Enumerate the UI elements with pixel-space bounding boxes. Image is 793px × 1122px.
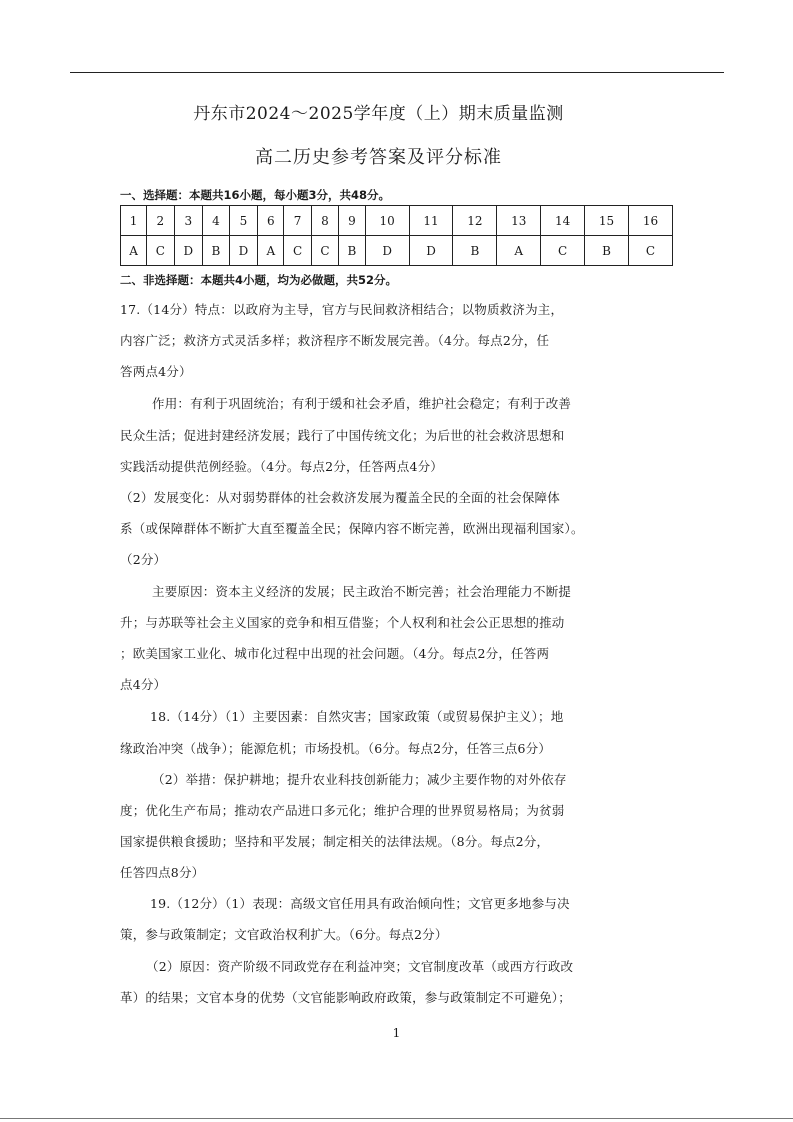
document-title: 丹东市2024～2025学年度（上）期末质量监测 — [193, 104, 564, 124]
answer-cell: A — [497, 236, 541, 266]
question-number: 2 — [147, 206, 174, 236]
answer-line: 点4分） — [120, 677, 167, 692]
question-number: 10 — [365, 206, 409, 236]
answer-line: 19.（12分）（1）表现：高级文官任用具有政治倾向性；文官更多地参与决 — [150, 896, 570, 911]
answer-cell: D — [365, 236, 409, 266]
question-number: 5 — [229, 206, 258, 236]
question-number: 4 — [203, 206, 229, 236]
answer-line: 国家提供粮食援助；坚持和平发展；制定相关的法律法规。（8分。每点2分， — [120, 834, 550, 849]
answer-cell: B — [585, 236, 629, 266]
answer-line: 升；与苏联等社会主义国家的竞争和相互借鉴；个人权利和社会公正思想的推动 — [120, 615, 565, 630]
question-number: 9 — [339, 206, 365, 236]
answer-line: 作用：有利于巩固统治；有利于缓和社会矛盾，维护社会稳定；有利于改善 — [152, 396, 572, 411]
question-number: 1 — [121, 206, 147, 236]
answer-cell: B — [453, 236, 497, 266]
answer-cell: D — [229, 236, 258, 266]
question-number: 14 — [541, 206, 585, 236]
answer-cell: C — [541, 236, 585, 266]
answer-line: 缘政治冲突（战争）；能源危机；市场投机。（6分。每点2分，任答三点6分） — [120, 741, 552, 756]
answer-line: 度；优化生产布局；推动农产品进口多元化；维护合理的世界贸易格局；为贫弱 — [120, 803, 565, 818]
answer-line: 实践活动提供范例经验。（4分。每点2分，任答两点4分） — [120, 459, 444, 474]
top-rule — [70, 72, 724, 73]
answer-line: 内容广泛；救济方式灵活多样；救济程序不断发展完善。（4分。每点2分，任 — [120, 333, 550, 348]
answer-line: （2）原因：资产阶级不同政党存在利益冲突；文官制度改革（或西方行政改 — [146, 959, 574, 974]
answer-line: 系（或保障群体不断扩大直至覆盖全民；保障内容不断完善，欧洲出现福利国家）。 — [120, 521, 584, 536]
answer-line: 策，参与政策制定；文官政治权利扩大。（6分。每点2分） — [120, 927, 448, 942]
answer-line: （2分） — [120, 552, 167, 567]
document-subtitle: 高二历史参考答案及评分标准 — [255, 147, 502, 168]
answer-cell: C — [628, 236, 672, 266]
answer-cell: A — [121, 236, 147, 266]
question-number-row — [121, 206, 673, 236]
section-heading-nonchoice: 二、非选择题：本题共4小题，均为必做题，共52分。 — [120, 273, 398, 287]
answer-cell: B — [339, 236, 365, 266]
answer-line: 主要原因：资本主义经济的发展；民主政治不断完善；社会治理能力不断提 — [152, 584, 572, 599]
question-number: 15 — [585, 206, 629, 236]
answer-cell: D — [174, 236, 203, 266]
question-number: 8 — [311, 206, 338, 236]
answer-table — [120, 205, 673, 266]
question-number: 11 — [409, 206, 453, 236]
answer-cell: C — [311, 236, 338, 266]
question-number: 16 — [628, 206, 672, 236]
answer-row — [121, 236, 673, 266]
question-number: 7 — [284, 206, 311, 236]
answer-line: 18.（14分）（1）主要因素：自然灾害；国家政策（或贸易保护主义）；地 — [150, 709, 564, 724]
answer-cell: D — [409, 236, 453, 266]
question-number: 13 — [497, 206, 541, 236]
answer-line: ；欧美国家工业化、城市化过程中出现的社会问题。（4分。每点2分，任答两 — [120, 646, 550, 661]
answer-line: （2）发展变化：从对弱势群体的社会救济发展为覆盖全民的全面的社会保障体 — [120, 490, 560, 505]
answer-line: 任答四点8分） — [120, 865, 205, 880]
answer-cell: B — [203, 236, 229, 266]
section-heading-choice: 一、选择题：本题共16小题，每小题3分，共48分。 — [120, 188, 391, 202]
question-number: 6 — [258, 206, 284, 236]
question-number: 3 — [174, 206, 203, 236]
answer-line: 答两点4分） — [120, 364, 192, 379]
bottom-rule — [0, 1118, 793, 1119]
page-number: 1 — [392, 1026, 401, 1040]
answer-cell: A — [258, 236, 284, 266]
answer-line: （2）举措：保护耕地；提升农业科技创新能力；减少主要作物的对外依存 — [152, 772, 567, 787]
answer-line: 17.（14分）特点：以政府为主导，官方与民间救济相结合；以物质救济为主， — [120, 302, 564, 317]
answer-line: 民众生活；促进封建经济发展；践行了中国传统文化；为后世的社会救济思想和 — [120, 428, 565, 443]
question-number: 12 — [453, 206, 497, 236]
answer-line: 革）的结果；文官本身的优势（文官能影响政府政策，参与政策制定不可避免）； — [120, 990, 571, 1005]
answer-cell: C — [284, 236, 311, 266]
answer-cell: C — [147, 236, 174, 266]
